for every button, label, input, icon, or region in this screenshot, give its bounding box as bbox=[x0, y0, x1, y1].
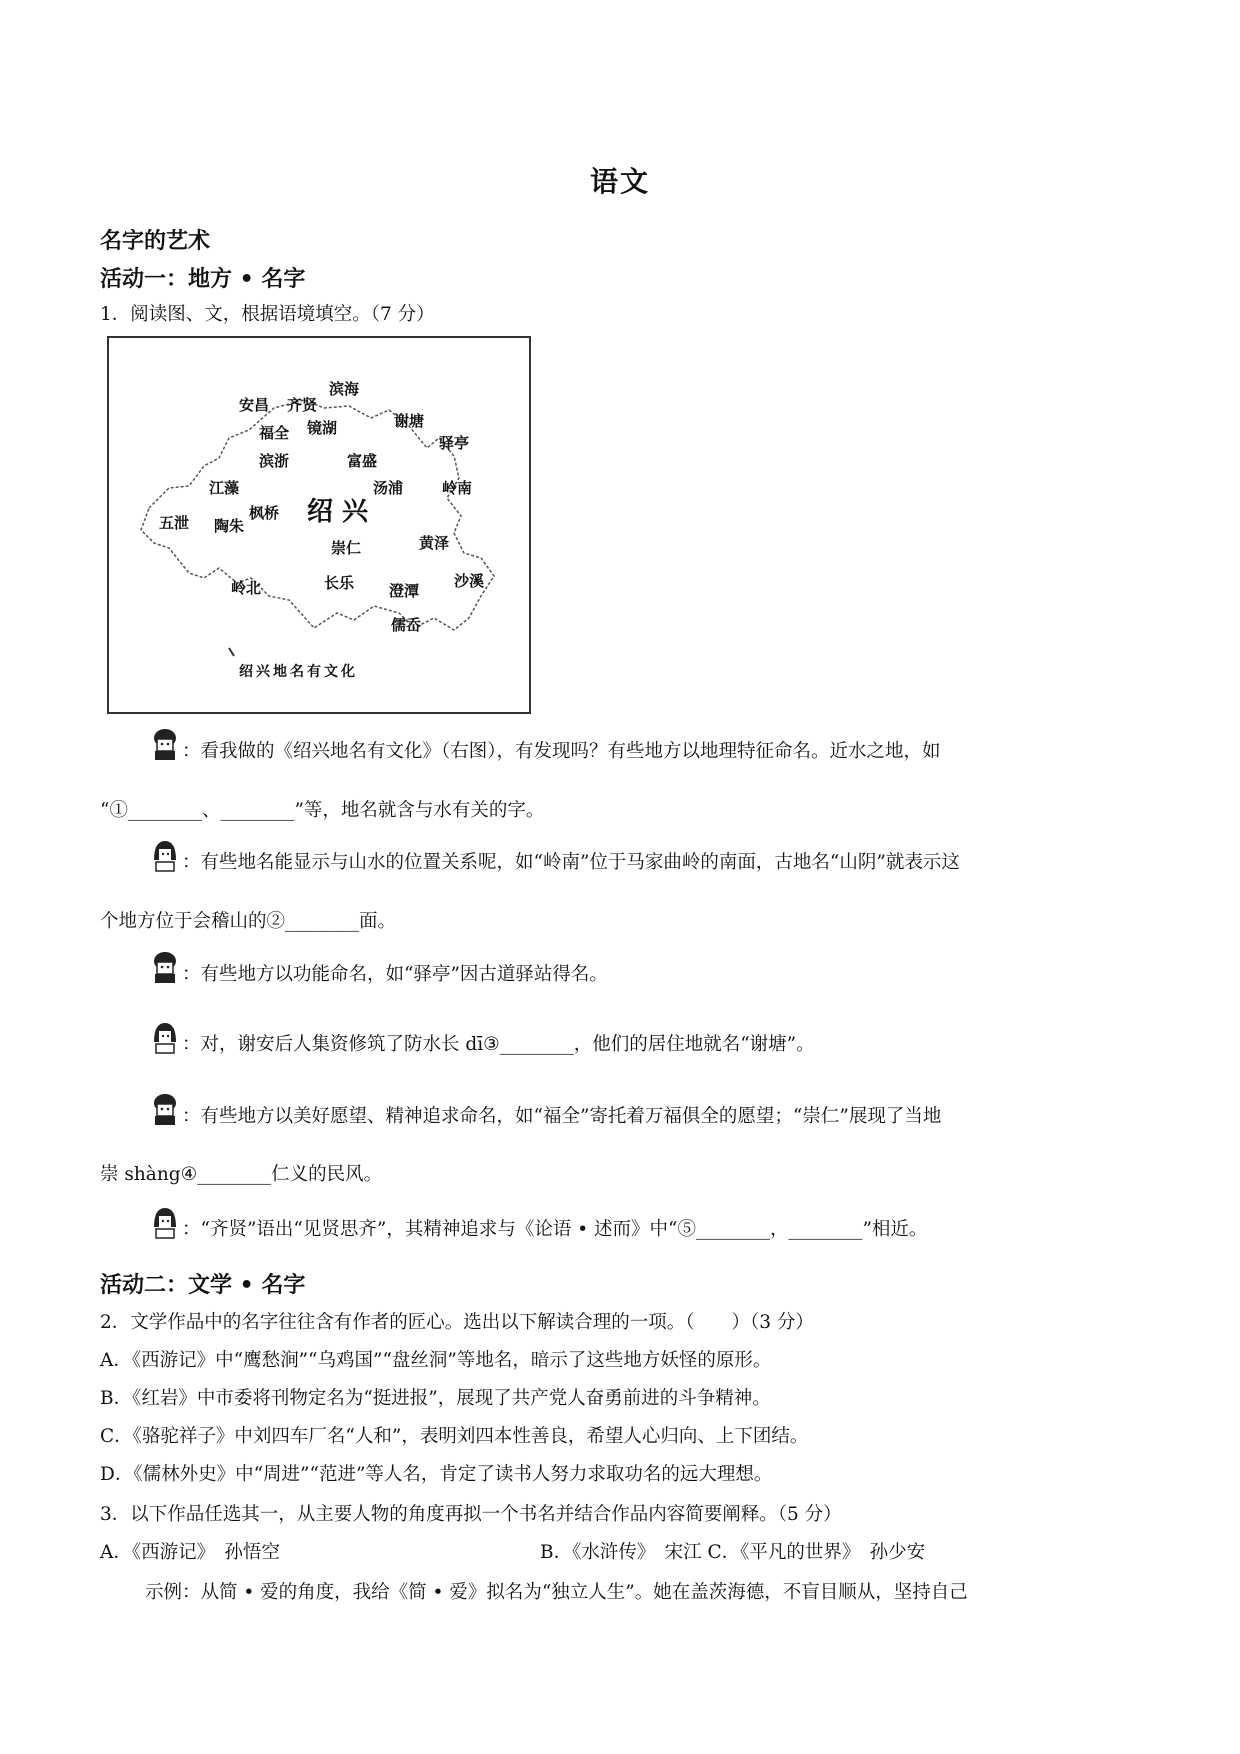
dialog-text: ：有些地名能显示与山水的位置关系呢，如“岭南”位于马家曲岭的南面，古地名“山阴”就表示这 bbox=[182, 852, 960, 873]
place-label: 黄泽 bbox=[419, 534, 450, 552]
dialog-continuation: 个地方位于会稽山的②________面。 bbox=[100, 911, 397, 932]
place-label: 岭北 bbox=[231, 579, 262, 597]
place-label: 汤浦 bbox=[373, 479, 404, 497]
dialog-line bbox=[150, 1092, 941, 1128]
place-label: 安昌 bbox=[239, 396, 270, 414]
dialog-text: ：有些地方以美好愿望、精神追求命名，如“福全”寄托着万福俱全的愿望；“崇仁”展现了当地 bbox=[182, 1106, 942, 1127]
dialog-line bbox=[150, 1205, 927, 1241]
shaoxing-map-figure bbox=[107, 336, 531, 714]
question-2: 2．文学作品中的名字往往含有作者的匠心。选出以下解读合理的一项。（ ）（3 分） bbox=[100, 1312, 814, 1333]
boy-avatar-icon bbox=[150, 950, 180, 984]
activity1-heading: 活动一：地方 • 名字 bbox=[100, 267, 306, 292]
activity2-heading: 活动二：文学 • 名字 bbox=[100, 1273, 306, 1298]
place-label: 谢塘 bbox=[394, 412, 425, 430]
dialog-text: ：有些地方以功能命名，如“驿亭”因古道驿站得名。 bbox=[182, 964, 608, 985]
question-1: 1．阅读图、文，根据语境填空。（7 分） bbox=[100, 304, 435, 325]
place-label: 枫桥 bbox=[249, 504, 280, 522]
question-3: 3．以下作品任选其一，从主要人物的角度再拟一个书名并结合作品内容简要阐释。（5 分） bbox=[100, 1504, 842, 1525]
page-title: 语文 bbox=[589, 165, 650, 198]
place-label: 儒岙 bbox=[391, 616, 422, 634]
place-label: 澄潭 bbox=[389, 582, 420, 600]
boy-avatar-icon bbox=[150, 1092, 180, 1126]
place-label: 沙溪 bbox=[454, 572, 485, 590]
option-a: A．《西游记》中“鹰愁涧”“乌鸡国”“盘丝洞”等地名，暗示了这些地方妖怪的原形。 bbox=[100, 1350, 772, 1371]
place-label: 齐贤 bbox=[287, 396, 318, 414]
map-center-label: 绍 兴 bbox=[307, 497, 369, 527]
option-c: C．《骆驼祥子》中刘四车厂名“人和”，表明刘四本性善良，希望人心归向、上下团结。 bbox=[100, 1426, 809, 1447]
q3-option-a: A．《西游记》 孙悟空 bbox=[100, 1542, 280, 1563]
place-label: 陶朱 bbox=[214, 517, 245, 535]
girl-avatar-icon bbox=[150, 1205, 180, 1239]
place-label: 长乐 bbox=[324, 574, 355, 592]
dialog-text: ：看我做的《绍兴地名有文化》（右图），有发现吗？有些地方以地理特征命名。近水之地，如 bbox=[182, 741, 941, 762]
option-b: B．《红岩》中市委将刊物定名为“挺进报”，展现了共产党人奋勇前进的斗争精神。 bbox=[100, 1388, 771, 1409]
place-label: 驿亭 bbox=[439, 434, 470, 452]
girl-avatar-icon bbox=[150, 838, 180, 872]
dialog-line bbox=[150, 727, 941, 763]
dialog-text: ：“齐贤”语出“见贤思齐”，其精神追求与《论语 • 述而》中“⑤________，________”相近。 bbox=[182, 1219, 928, 1240]
example-text: 示例：从简 • 爱的角度，我给《简 • 爱》拟名为“独立人生”。她在盖茨海德，不盲目顺从，坚持自己 bbox=[145, 1582, 968, 1603]
map-caption: 绍兴地名有文化 bbox=[239, 664, 358, 680]
dialog-line bbox=[150, 950, 608, 986]
map-tick bbox=[229, 648, 234, 656]
boy-avatar-icon bbox=[150, 727, 180, 761]
dialog-continuation: “①________、________”等，地名就含与水有关的字。 bbox=[100, 800, 545, 821]
place-label: 滨浙 bbox=[259, 452, 290, 470]
place-label: 福全 bbox=[259, 424, 290, 442]
place-label: 富盛 bbox=[347, 452, 378, 470]
place-label: 镜湖 bbox=[307, 419, 338, 437]
place-label: 江藻 bbox=[209, 479, 240, 497]
option-d: D．《儒林外史》中“周进”“范进”等人名，肯定了读书人努力求取功名的远大理想。 bbox=[100, 1464, 773, 1485]
place-label: 滨海 bbox=[329, 380, 360, 398]
dialog-text: ：对，谢安后人集资修筑了防水长 dī③________，他们的居住地就名“谢塘”。 bbox=[182, 1034, 815, 1055]
place-label: 五泄 bbox=[159, 514, 190, 532]
girl-avatar-icon bbox=[150, 1020, 180, 1054]
place-label: 岭南 bbox=[442, 479, 473, 497]
map-svg bbox=[109, 338, 529, 712]
place-label: 崇仁 bbox=[331, 539, 362, 557]
dialog-continuation: 崇 shàng④________仁义的民风。 bbox=[100, 1164, 383, 1185]
dialog-line bbox=[150, 1020, 815, 1056]
q3-option-bc: B．《水浒传》 宋江 C．《平凡的世界》 孙少安 bbox=[540, 1542, 926, 1563]
dialog-line bbox=[150, 838, 960, 874]
section-title: 名字的艺术 bbox=[100, 229, 211, 254]
